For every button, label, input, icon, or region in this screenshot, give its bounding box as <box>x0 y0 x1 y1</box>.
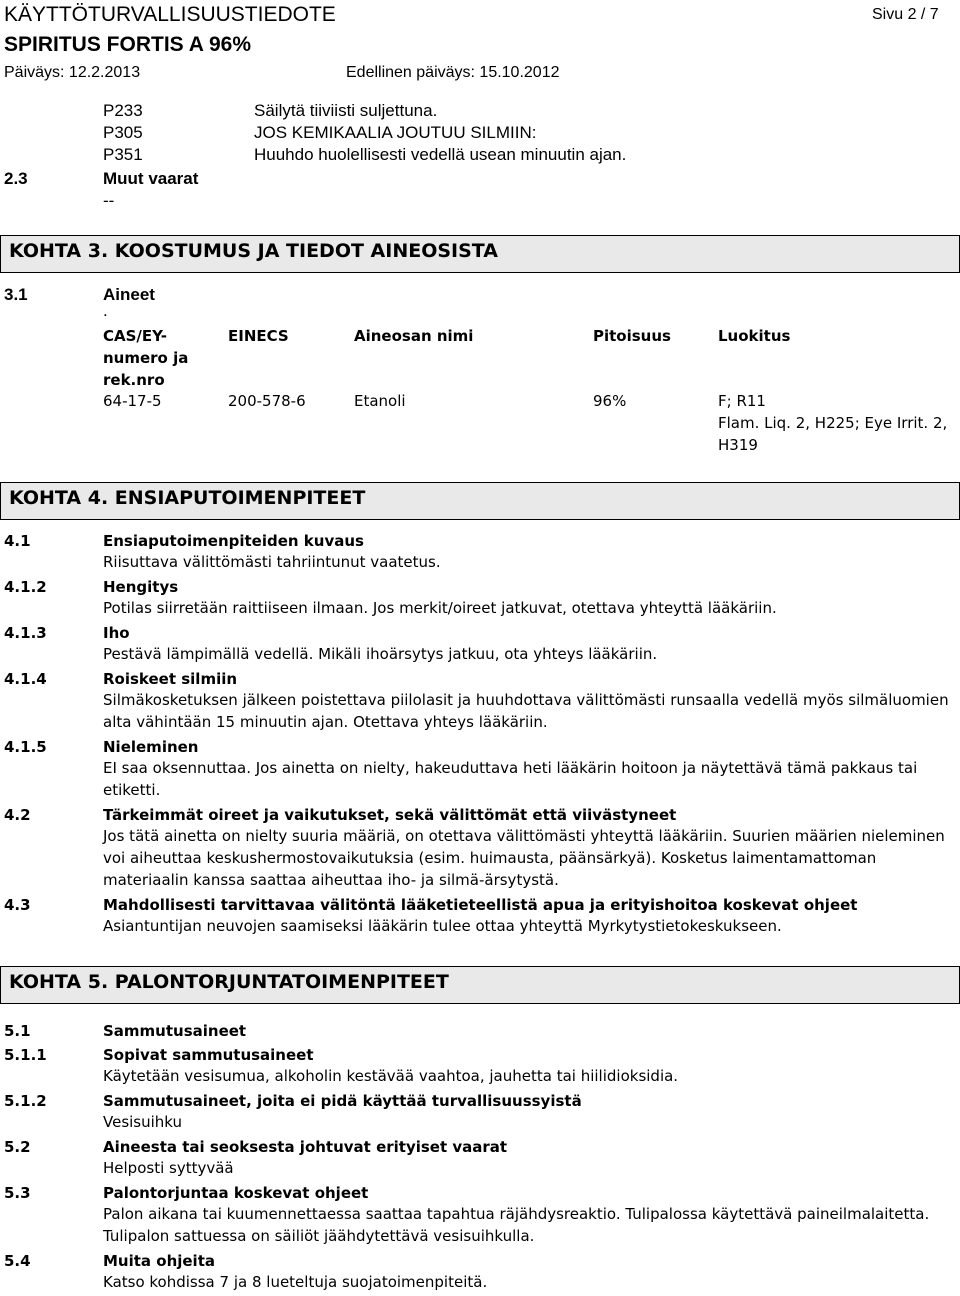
section-header-5 <box>0 966 960 1004</box>
subsection-title: Tärkeimmät oireet ja vaikutukset, sekä välittömät että viivästyneet <box>103 806 677 824</box>
subsection-number: 4.1.3 <box>4 624 47 642</box>
subsection-text: voi aiheuttaa keskushermostovaikutuksia (esim. huimausta, päänsärkyä). Kosketus laimentamattoman <box>103 849 877 867</box>
subsection-text: etiketti. <box>103 781 161 799</box>
subsection-text: Palon aikana tai kuumennettaessa saattaa tapahtua räjähdysreaktio. Tulipalossa käytettävä paineilmalaitetta. <box>103 1205 930 1223</box>
product-name: SPIRITUS FORTIS A 96% <box>4 33 251 56</box>
subsection-title: Ensiaputoimenpiteiden kuvaus <box>103 532 364 550</box>
subsection-text: Riisuttava välittömästi tahriintunut vaatetus. <box>103 553 441 571</box>
subsection-title: Hengitys <box>103 578 179 596</box>
issue-date: Päiväys: 12.2.2013 <box>4 64 141 81</box>
subsection-number: 4.1.5 <box>4 738 47 756</box>
section-header-3 <box>0 235 960 273</box>
cell-classification: Flam. Liq. 2, H225; Eye Irrit. 2, <box>718 414 948 432</box>
subsection-text: Jos tätä ainetta on nielty suuria määriä, on otettava välittömästi yhteyttä lääkäriin. Suurien määrien nieleminen <box>103 827 945 845</box>
section-text: -- <box>103 191 115 210</box>
subsection-number: 4.1.4 <box>4 670 47 688</box>
subsection-number: 4.2 <box>4 806 31 824</box>
subsection-text: Pestävä lämpimällä vedellä. Mikäli ihoärsytys jatkuu, ota yhteys lääkäriin. <box>103 645 658 663</box>
subsection-text: Katso kohdissa 7 ja 8 lueteltuja suojatoimenpiteitä. <box>103 1273 488 1291</box>
column-header-cas: rek.nro <box>103 371 165 389</box>
subsection-number: 4.1 <box>4 532 31 550</box>
subsection-number: 5.1.1 <box>4 1046 47 1064</box>
p-code: P305 <box>103 123 143 142</box>
cell-name: Etanoli <box>354 392 406 410</box>
subsection-number: 4.1.2 <box>4 578 47 596</box>
section-title: Muut vaarat <box>103 169 199 188</box>
subsection-title: Roiskeet silmiin <box>103 670 238 688</box>
subsection-number: 5.4 <box>4 1252 31 1270</box>
subsection-title: Muita ohjeita <box>103 1252 215 1270</box>
subsection-number: 5.1 <box>4 1022 31 1040</box>
subsection-title: Sammutusaineet, joita ei pidä käyttää turvallisuussyistä <box>103 1092 582 1110</box>
subsection-title: Sopivat sammutusaineet <box>103 1046 314 1064</box>
previous-date: Edellinen päiväys: 15.10.2012 <box>346 64 560 81</box>
subsection-text: EI saa oksennuttaa. Jos ainetta on nielty, hakeuduttava heti lääkärin hoitoon ja näytettävä tämä pakkaus tai <box>103 759 918 777</box>
subsection-text: Tulipalon sattuessa on säiliöt jäähdytettävä vesisuihkulla. <box>103 1227 535 1245</box>
page-number: Sivu 2 / 7 <box>872 6 939 23</box>
column-header-einecs: EINECS <box>228 327 289 345</box>
p-text: Säilytä tiiviisti suljettuna. <box>254 101 438 120</box>
cell-concentration: 96% <box>593 392 627 410</box>
p-code: P351 <box>103 145 143 164</box>
column-header-cas: numero ja <box>103 349 189 367</box>
cell-cas: 64-17-5 <box>103 392 162 410</box>
section-title: Aineet <box>103 285 155 304</box>
column-header-concentration: Pitoisuus <box>593 327 671 345</box>
section-number: 2.3 <box>4 169 28 188</box>
document-type: KÄYTTÖTURVALLISUUSTIEDOTE <box>4 3 336 26</box>
subsection-text: Potilas siirretään raittiiseen ilmaan. Jos merkit/oireet jatkuvat, otettava yhteyttä lääkäriin. <box>103 599 777 617</box>
subsection-text: Silmäkosketuksen jälkeen poistettava piilolasit ja huuhdottava välittömästi runsaalla vedellä myös silmäluomien <box>103 691 949 709</box>
subsection-title: Iho <box>103 624 130 642</box>
subsection-title: Aineesta tai seoksesta johtuvat erityiset vaarat <box>103 1138 508 1156</box>
p-text: JOS KEMIKAALIA JOUTUU SILMIIN: <box>254 123 537 142</box>
cell-classification: F; R11 <box>718 392 766 410</box>
column-header-classification: Luokitus <box>718 327 791 345</box>
subsection-title: Sammutusaineet <box>103 1022 247 1040</box>
section-header-title: KOHTA 3. KOOSTUMUS JA TIEDOT AINEOSISTA <box>9 240 498 262</box>
cell-einecs: 200-578-6 <box>228 392 306 410</box>
subsection-title: Palontorjuntaa koskevat ohjeet <box>103 1184 369 1202</box>
p-text: Huuhdo huolellisesti vedellä usean minuutin ajan. <box>254 145 627 164</box>
subsection-number: 5.2 <box>4 1138 31 1156</box>
column-header-name: Aineosan nimi <box>354 327 474 345</box>
section-header-title: KOHTA 5. PALONTORJUNTATOIMENPITEET <box>9 971 449 993</box>
subsection-number: 4.3 <box>4 896 31 914</box>
subsection-number: 5.3 <box>4 1184 31 1202</box>
subsection-number: 5.1.2 <box>4 1092 47 1110</box>
subsection-title: Nieleminen <box>103 738 199 756</box>
column-header-cas: CAS/EY- <box>103 327 168 345</box>
subsection-text: materiaalin kanssa saattaa aiheuttaa iho- ja silmä-ärsytystä. <box>103 871 559 889</box>
subsection-text: Käytetään vesisumua, alkoholin kestävää vaahtoa, jauhetta tai hiilidioksidia. <box>103 1067 679 1085</box>
cell-classification: H319 <box>718 436 758 454</box>
subsection-title: Mahdollisesti tarvittavaa välitöntä lääketieteellistä apua ja erityishoitoa koskevat ohjeet <box>103 896 858 914</box>
subsection-text: Asiantuntijan neuvojen saamiseksi lääkärin tulee ottaa yhteyttä Myrkytystietokeskukseen. <box>103 917 782 935</box>
dot-marker: . <box>103 301 108 320</box>
section-header-4 <box>0 482 960 520</box>
section-number: 3.1 <box>4 285 28 304</box>
subsection-text: Vesisuihku <box>103 1113 183 1131</box>
subsection-text: alta vähintään 15 minuutin ajan. Otettava yhteys lääkäriin. <box>103 713 548 731</box>
subsection-text: Helposti syttyvää <box>103 1159 234 1177</box>
section-header-title: KOHTA 4. ENSIAPUTOIMENPITEET <box>9 487 366 509</box>
p-code: P233 <box>103 101 143 120</box>
